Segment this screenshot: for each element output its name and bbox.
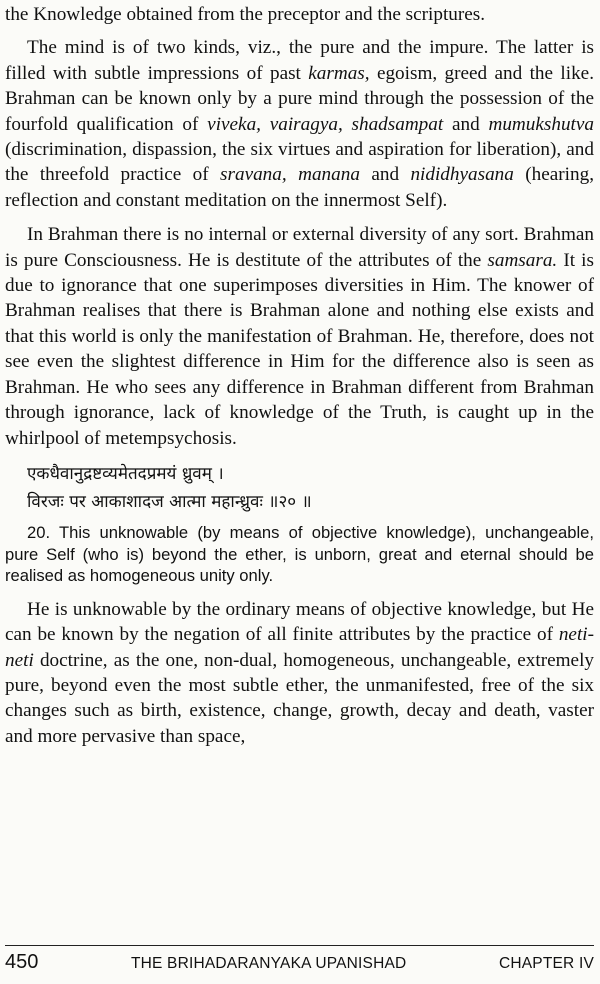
italic-term: viveka, vairagya, shadsampat — [207, 113, 444, 135]
verse-line-2: विरजः पर आकाशादज आत्मा महान्ध्रुवः ॥२० ॥ — [27, 491, 312, 512]
text-span: egoism, greed and the like. Brahman can be known only by a pure mind through the possession of the fourfold qualification of — [5, 62, 594, 135]
text-span: (hearing, reflection and constant meditation on the innermost Self). — [5, 164, 594, 211]
paragraph-pure-mind — [5, 35, 594, 213]
italic-term: nididhyasana — [410, 164, 514, 186]
text-span: and — [443, 113, 489, 135]
text-span: doctrine, as the one, non-dual, homogeneous, unchangeable, extremely pure, beyond even the most subtle ether, the unmanifested, free of the six changes such as birth, existence, change, growth, decay and death, vaster and more pervasive than space, — [5, 649, 594, 747]
italic-term: sravana, manana — [220, 164, 360, 186]
paragraph-continued: the Knowledge obtained from the preceptor and the scriptures. — [5, 4, 486, 25]
footer-rule — [5, 945, 594, 946]
verse-translation: 20. This unknowable (by means of objective knowledge), unchangeable, pure Self (who is) beyond the ether, is unborn, great and eternal should be realised as homogeneous unity only. — [5, 522, 594, 586]
text-span: (discrimination, dispassion, the six virtues and aspiration for liberation), and the threefold practice of — [5, 139, 594, 186]
sanskrit-verse — [27, 460, 594, 516]
text-span: It is due to ignorance that one superimposes diversities in Him. The knower of Brahman realises that there is Brahman alone and nothing else exists and that this world is only the manifestation of Brahman. He, therefore, does not see even the slightest difference in Him for the difference also is seen as Brahman. He who sees any difference in Brahman different from Brahman through ignorance, lack of knowledge of the Truth, is caught up in the whirlpool of metempsychosis. — [5, 249, 594, 449]
italic-term: neti-neti — [5, 624, 594, 671]
text-span: The mind is of two kinds, viz., the pure and the impure. The latter is filled with subtle impressions of past — [5, 37, 594, 84]
page-number: 450 — [5, 951, 39, 973]
text-span: He is unknowable by the ordinary means of objective knowledge, but He can be known by the negation of all finite attributes by the practice of — [5, 598, 594, 646]
italic-term: mumukshutva — [488, 113, 594, 135]
running-head: THE BRIHADARANYAKA UPANISHAD — [130, 955, 407, 972]
text-span: and — [359, 164, 411, 186]
paragraph-diversity — [5, 222, 594, 451]
chapter-label: CHAPTER IV — [498, 955, 594, 972]
page-footer — [5, 951, 594, 981]
paragraph-commentary — [5, 597, 594, 749]
verse-line-1: एकधैवानुद्रष्टव्यमेतदप्रमयं ध्रुवम् । — [27, 463, 224, 484]
italic-term: karmas, — [308, 62, 370, 84]
text-span: In Brahman there is no internal or external diversity of any sort. Brahman is pure Consciousness. He is destitute of the attributes of the — [5, 224, 594, 271]
italic-term: samsara. — [487, 249, 558, 271]
